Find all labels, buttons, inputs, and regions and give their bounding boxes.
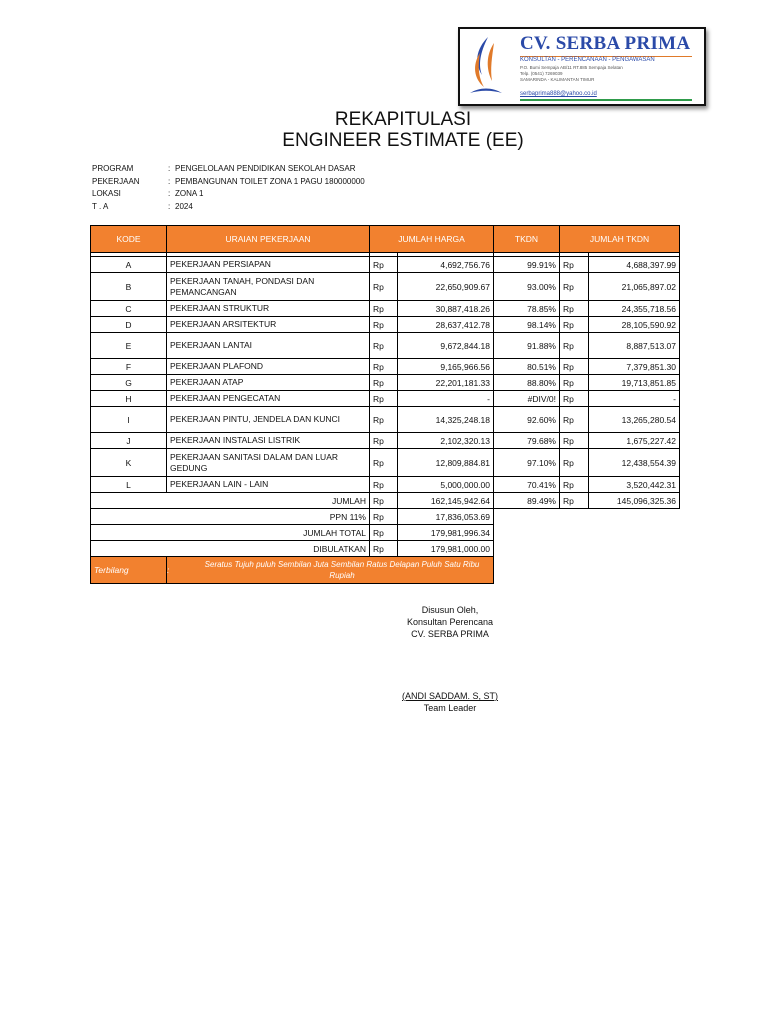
terbilang-label: Terbilang <box>91 557 167 584</box>
currency-label: Rp <box>560 301 589 317</box>
signatory-name: (ANDI SADDAM. S, ST) <box>401 691 498 701</box>
currency-label: Rp <box>560 333 589 359</box>
ppn-label: PPN 11% <box>91 509 370 525</box>
signatory-role: Team Leader <box>423 703 477 713</box>
row-uraian: PEKERJAAN LAIN - LAIN <box>167 477 370 493</box>
currency-label: Rp <box>370 301 398 317</box>
row-jumlah-harga: 28,637,412.78 <box>398 317 494 333</box>
row-kode: C <box>91 301 167 317</box>
row-jumlah-tkdn: 7,379,851.30 <box>589 359 680 375</box>
row-tkdn-percent: 78.85% <box>494 301 560 317</box>
currency-label: Rp <box>370 509 398 525</box>
info-row-pekerjaan <box>92 176 365 189</box>
header-uraian: URAIAN PEKERJAAN <box>167 226 370 253</box>
jumlah-total-value: 179,981,996.34 <box>398 525 494 541</box>
currency-label: Rp <box>370 317 398 333</box>
row-uraian: PEKERJAAN ATAP <box>167 375 370 391</box>
row-jumlah-harga: - <box>398 391 494 407</box>
currency-label: Rp <box>560 391 589 407</box>
table-row <box>91 477 680 493</box>
document-subtitle: ENGINEER ESTIMATE (EE) <box>282 130 524 151</box>
info-key: LOKASI <box>92 189 121 198</box>
terbilang-text: Seratus Tujuh puluh Sembilan Juta Sembilan Ratus Delapan Puluh Satu Ribu Rupiah <box>204 560 480 580</box>
info-row-program <box>92 163 365 176</box>
row-uraian: PEKERJAAN LANTAI <box>167 333 370 359</box>
logo-email: serbaprima888@yahoo.co.id <box>520 91 597 97</box>
info-key: T . A <box>92 201 109 211</box>
header-tkdn: TKDN <box>494 226 560 253</box>
row-kode: J <box>91 433 167 449</box>
jumlah-total-row <box>91 525 680 541</box>
row-uraian: PEKERJAAN STRUKTUR <box>167 301 370 317</box>
currency-label: Rp <box>560 493 589 509</box>
row-jumlah-harga: 14,325,248.18 <box>398 407 494 433</box>
company-logo <box>458 27 706 106</box>
jumlah-tkdn-percent: 89.49% <box>494 493 560 509</box>
currency-label: Rp <box>370 407 398 433</box>
row-kode: H <box>91 391 167 407</box>
row-kode: I <box>91 407 167 433</box>
info-key: PEKERJAAN <box>92 176 140 186</box>
currency-label: Rp <box>370 433 398 449</box>
signatory-block <box>350 690 550 714</box>
jumlah-harga-value: 162,145,942.64 <box>398 493 494 509</box>
currency-label: Rp <box>560 375 589 391</box>
row-jumlah-harga: 22,650,909.67 <box>398 273 494 301</box>
info-separator: : <box>168 164 171 173</box>
row-uraian: PEKERJAAN SANITASI DALAM DAN LUAR GEDUNG <box>167 449 370 477</box>
currency-label: Rp <box>560 273 589 301</box>
table-row <box>91 317 680 333</box>
row-kode: K <box>91 449 167 477</box>
row-jumlah-harga: 4,692,756.76 <box>398 257 494 273</box>
row-tkdn-percent: #DIV/0! <box>494 391 560 407</box>
logo-emblem-icon <box>466 35 506 97</box>
logo-tagline: KONSULTAN - PERENCANAAN - PENGAWASAN <box>520 57 655 63</box>
row-kode: G <box>91 375 167 391</box>
currency-label: Rp <box>370 477 398 493</box>
row-jumlah-harga: 12,809,884.81 <box>398 449 494 477</box>
header-jumlah-tkdn: JUMLAH TKDN <box>560 226 680 253</box>
currency-label: Rp <box>370 525 398 541</box>
row-kode: L <box>91 477 167 493</box>
table-row <box>91 257 680 273</box>
row-tkdn-percent: 79.68% <box>494 433 560 449</box>
currency-label: Rp <box>560 317 589 333</box>
row-uraian: PEKERJAAN TANAH, PONDASI DAN PEMANCANGAN <box>167 273 370 301</box>
table-row <box>91 301 680 317</box>
row-jumlah-tkdn: 13,265,280.54 <box>589 407 680 433</box>
jumlah-label: JUMLAH <box>91 493 370 509</box>
project-info <box>92 163 365 213</box>
row-tkdn-percent: 80.51% <box>494 359 560 375</box>
table-row <box>91 359 680 375</box>
ppn-row <box>91 509 680 525</box>
terbilang-cell <box>167 557 494 584</box>
jumlah-total-label: JUMLAH TOTAL <box>91 525 370 541</box>
dibulatkan-label: DIBULATKAN <box>91 541 370 557</box>
currency-label: Rp <box>370 359 398 375</box>
table-header-row <box>91 226 680 253</box>
dibulatkan-value: 179,981,000.00 <box>398 541 494 557</box>
row-jumlah-tkdn: 19,713,851.85 <box>589 375 680 391</box>
row-jumlah-harga: 30,887,418.26 <box>398 301 494 317</box>
currency-label: Rp <box>370 333 398 359</box>
row-tkdn-percent: 97.10% <box>494 449 560 477</box>
currency-label: Rp <box>560 257 589 273</box>
currency-label: Rp <box>370 375 398 391</box>
row-jumlah-tkdn: 8,887,513.07 <box>589 333 680 359</box>
row-kode: E <box>91 333 167 359</box>
info-row-lokasi <box>92 188 365 201</box>
info-separator: : <box>168 189 171 198</box>
row-jumlah-tkdn: 4,688,397.99 <box>589 257 680 273</box>
row-jumlah-tkdn: 24,355,718.56 <box>589 301 680 317</box>
logo-address: P.O. Bumi Sempaja AB/11 RT.885 Sempaja Selatan Telp. (0541) 7269039 SAMARINDA - KALIMANTAN TIMUR <box>520 65 623 82</box>
table-row <box>91 449 680 477</box>
row-jumlah-harga: 9,672,844.18 <box>398 333 494 359</box>
jumlah-row <box>91 493 680 509</box>
row-tkdn-percent: 93.00% <box>494 273 560 301</box>
document-title: REKAPITULASI <box>334 109 472 130</box>
logo-company-name: CV. SERBA PRIMA <box>520 33 691 54</box>
currency-label: Rp <box>370 541 398 557</box>
row-jumlah-tkdn: 21,065,897.02 <box>589 273 680 301</box>
row-uraian: PEKERJAAN PLAFOND <box>167 359 370 375</box>
row-tkdn-percent: 70.41% <box>494 477 560 493</box>
currency-label: Rp <box>560 449 589 477</box>
currency-label: Rp <box>370 449 398 477</box>
currency-label: Rp <box>560 359 589 375</box>
table-row <box>91 391 680 407</box>
header-kode: KODE <box>91 226 167 253</box>
table-row <box>91 375 680 391</box>
info-value: 2024 <box>175 201 193 211</box>
currency-label: Rp <box>560 477 589 493</box>
row-kode: B <box>91 273 167 301</box>
table-row <box>91 407 680 433</box>
table-row <box>91 433 680 449</box>
row-jumlah-tkdn: 28,105,590.92 <box>589 317 680 333</box>
table-row <box>91 273 680 301</box>
row-tkdn-percent: 92.60% <box>494 407 560 433</box>
rekap-table <box>90 225 680 584</box>
row-uraian: PEKERJAAN PINTU, JENDELA DAN KUNCI <box>167 407 370 433</box>
terbilang-separator: : <box>167 565 170 575</box>
jumlah-tkdn-value: 145,096,325.36 <box>589 493 680 509</box>
info-value: ZONA 1 <box>175 189 204 198</box>
row-tkdn-percent: 91.88% <box>494 333 560 359</box>
row-jumlah-harga: 22,201,181.33 <box>398 375 494 391</box>
terbilang-row <box>91 557 680 584</box>
row-jumlah-harga: 9,165,966.56 <box>398 359 494 375</box>
currency-label: Rp <box>560 433 589 449</box>
row-kode: A <box>91 257 167 273</box>
row-jumlah-tkdn: 12,438,554.39 <box>589 449 680 477</box>
row-jumlah-harga: 5,000,000.00 <box>398 477 494 493</box>
row-jumlah-harga: 2,102,320.13 <box>398 433 494 449</box>
info-separator: : <box>168 201 171 211</box>
signature-block <box>350 604 550 640</box>
row-tkdn-percent: 99.91% <box>494 257 560 273</box>
logo-footer-bar <box>520 99 692 101</box>
currency-label: Rp <box>370 391 398 407</box>
row-uraian: PEKERJAAN ARSITEKTUR <box>167 317 370 333</box>
currency-label: Rp <box>370 493 398 509</box>
currency-label: Rp <box>370 257 398 273</box>
row-jumlah-tkdn: 3,520,442.31 <box>589 477 680 493</box>
info-row-ta <box>92 201 365 214</box>
info-value: PENGELOLAAN PENDIDIKAN SEKOLAH DASAR <box>175 164 356 173</box>
row-kode: F <box>91 359 167 375</box>
currency-label: Rp <box>560 407 589 433</box>
row-kode: D <box>91 317 167 333</box>
currency-label: Rp <box>370 273 398 301</box>
row-uraian: PEKERJAAN PERSIAPAN <box>167 257 370 273</box>
info-separator: : <box>168 176 171 186</box>
consultant-role: Konsultan Perencana <box>406 617 494 627</box>
row-uraian: PEKERJAAN INSTALASI LISTRIK <box>167 433 370 449</box>
row-jumlah-tkdn: - <box>589 391 680 407</box>
ppn-value: 17,836,053.69 <box>398 509 494 525</box>
consultant-company: CV. SERBA PRIMA <box>411 629 489 639</box>
row-tkdn-percent: 98.14% <box>494 317 560 333</box>
table-row <box>91 333 680 359</box>
row-uraian: PEKERJAAN PENGECATAN <box>167 391 370 407</box>
row-jumlah-tkdn: 1,675,227.42 <box>589 433 680 449</box>
row-tkdn-percent: 88.80% <box>494 375 560 391</box>
info-value: PEMBANGUNAN TOILET ZONA 1 PAGU 180000000 <box>175 176 365 186</box>
prepared-by-label: Disusun Oleh, <box>421 605 479 615</box>
info-key: PROGRAM <box>92 164 134 173</box>
header-jumlah-harga: JUMLAH HARGA <box>370 226 494 253</box>
dibulatkan-row <box>91 541 680 557</box>
